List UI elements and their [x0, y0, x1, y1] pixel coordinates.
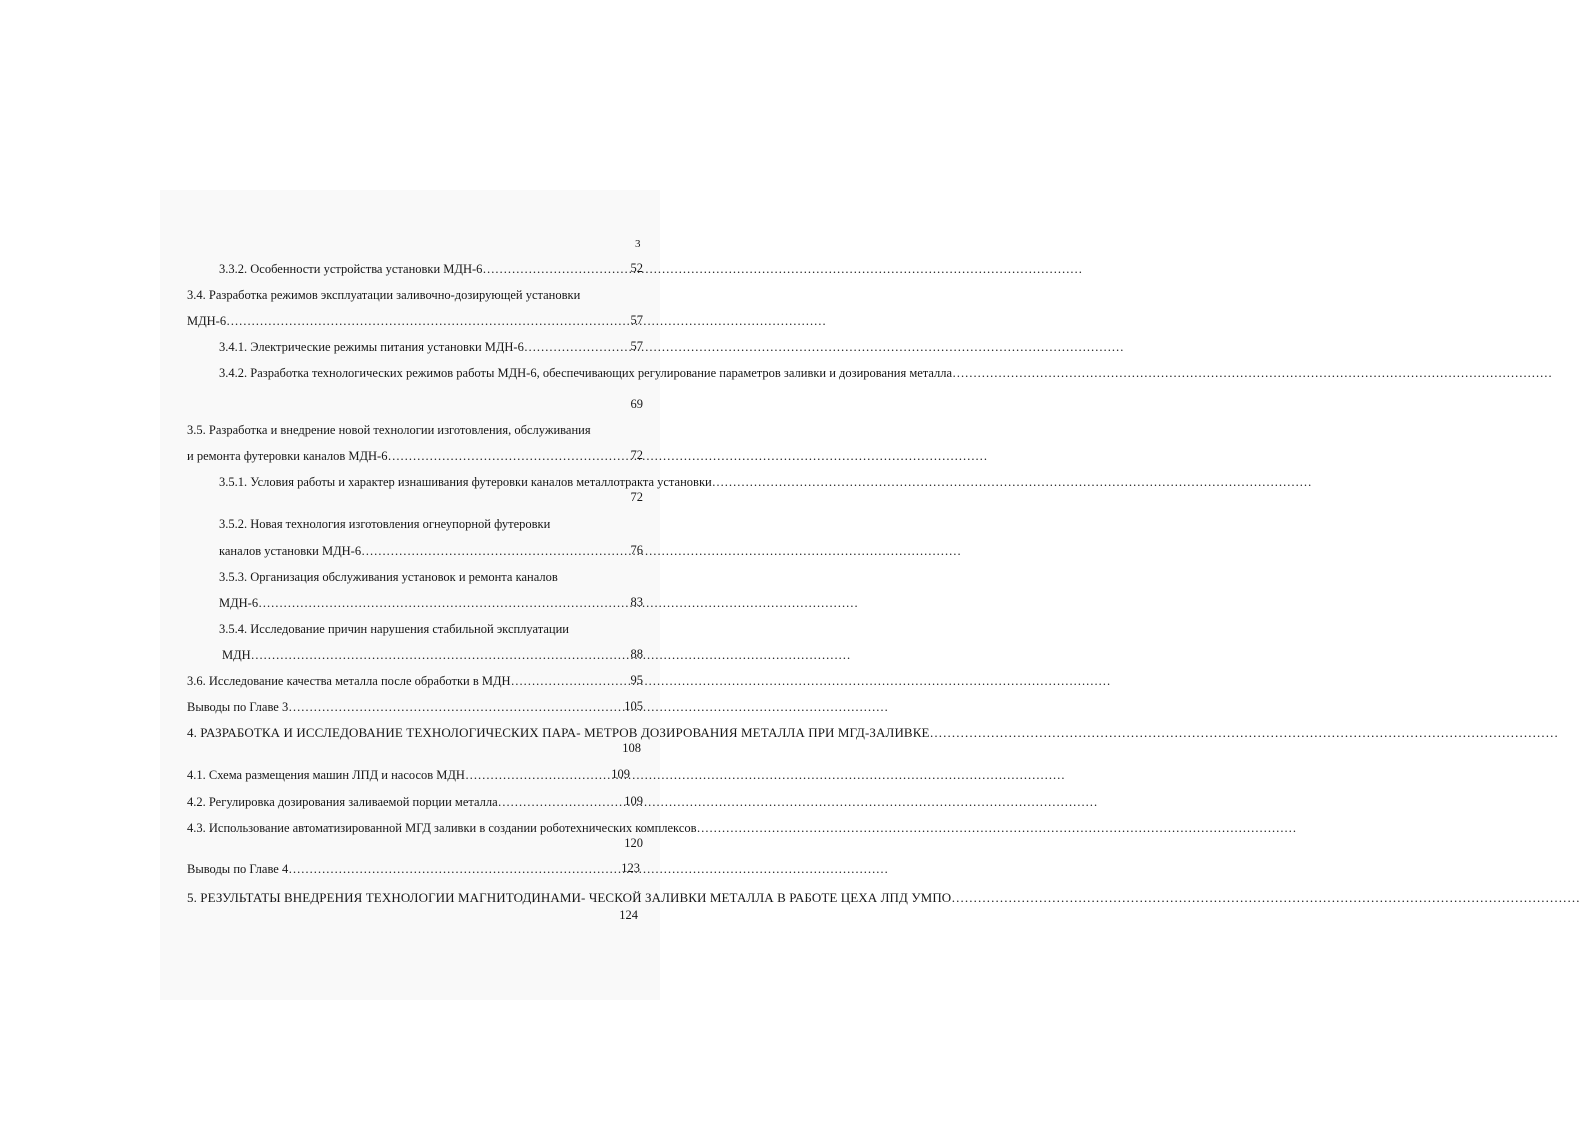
toc-entry-page: 72 — [630, 448, 643, 462]
toc-entry-page: 108 — [622, 741, 641, 755]
toc-entry-page: 95 — [630, 673, 643, 687]
toc-entry-3-5-2 — [219, 516, 550, 532]
toc-entry-text: Выводы по Главе 4 — [187, 862, 289, 876]
toc-entry-text: 3.5. Разработка и внедрение новой технологии изготовления, обслуживания — [187, 423, 591, 437]
toc-entry-text: 3.5.4. Исследование причин нарушения стабильной эксплуатации — [219, 622, 569, 636]
toc-entry-3-3-2 — [219, 261, 1082, 277]
toc-entry-text: МДН-6 — [187, 314, 227, 328]
toc-entry-3-4-2 — [219, 365, 1552, 381]
toc-entry-page: 120 — [624, 836, 643, 850]
toc-entry-text: 4.3. Использование автоматизированной МГД заливки в создании — [187, 821, 537, 835]
toc-entry-text: 3.6. Исследование качества металла после обработки в МДН — [187, 674, 511, 688]
toc-entry-text: МДН — [222, 648, 251, 662]
page-number: 3 — [635, 238, 641, 250]
toc-entry-conclusions-3 — [187, 699, 888, 715]
toc-entry-text: 3.5.2. Новая технология изготовления огнеупорной футеровки — [219, 517, 551, 531]
toc-entry-text: 3.4.1. Электрические режимы питания установки МДН-6 — [219, 340, 524, 354]
toc-entry-3-5-1 — [219, 474, 1312, 490]
toc-entry-page: 72 — [630, 490, 643, 504]
toc-entry-page: 109 — [624, 794, 643, 808]
toc-entry-text: металлотракта установки — [576, 475, 712, 489]
toc-entry-page: 76 — [630, 543, 643, 557]
toc-entry-text: 3.5.1. Условия работы и характер изнашивания футеровки каналов — [219, 475, 574, 489]
toc-entry-3-4-1 — [219, 339, 1124, 355]
toc-entry-text: 3.4.2. Разработка технологических режимов работы МДН-6, — [219, 366, 540, 380]
toc-entry-page: 52 — [630, 261, 643, 275]
toc-entry-3-5-3 — [219, 569, 558, 585]
toc-entry-page: 123 — [621, 861, 640, 875]
toc-entry-3-5-cont — [187, 448, 987, 464]
toc-entry-3-6 — [187, 673, 1111, 689]
toc-entry-page: 57 — [630, 339, 643, 353]
toc-entry-3-5-3-cont — [219, 595, 858, 611]
toc-entry-3-4-cont — [187, 313, 826, 329]
toc-entry-text: ЧЕСКОЙ ЗАЛИВКИ МЕТАЛЛА В РАБОТЕ ЦЕХА ЛПД УМПО — [588, 890, 952, 905]
toc-entry-3-5-4 — [219, 621, 569, 637]
toc-entry-text: 4.2. Регулировка дозирования заливаемой порции металла — [187, 795, 498, 809]
toc-entry-page: 69 — [630, 397, 643, 411]
toc-entry-text: обеспечивающих регулирование параметров заливки и дозирования — [542, 366, 907, 380]
toc-entry-text: МЕТРОВ ДОЗИРОВАНИЯ МЕТАЛЛА ПРИ МГД-ЗАЛИВКЕ — [584, 725, 930, 740]
toc-entry-text: каналов установки МДН-6 — [219, 544, 362, 558]
toc-entry-chapter-5 — [187, 890, 1580, 906]
toc-entry-text: металла — [909, 366, 953, 380]
toc-entry-page: 83 — [630, 595, 643, 609]
toc-entry-page: 57 — [630, 313, 643, 327]
toc-entry-text: 3.4. Разработка режимов эксплуатации заливочно-дозирующей установки — [187, 288, 581, 302]
toc-entry-conclusions-4 — [187, 861, 888, 877]
toc-entry-text: 4.1. Схема размещения машин ЛПД и насосов МДН — [187, 768, 465, 782]
toc-entry-text: 3.3.2. Особенности устройства установки МДН-6 — [219, 262, 483, 276]
toc-entry-text: МДН-6 — [219, 596, 259, 610]
toc-entry-4-3 — [187, 820, 1297, 836]
toc-entry-text: роботехнических комплексов — [539, 821, 697, 835]
toc-entry-page: 88 — [630, 647, 643, 661]
toc-entry-text: 3.5.3. Организация обслуживания установок и ремонта каналов — [219, 570, 558, 584]
toc-entry-page: 109 — [611, 767, 630, 781]
toc-entry-page: 105 — [624, 699, 643, 713]
toc-entry-text: 5. РЕЗУЛЬТАТЫ ВНЕДРЕНИЯ ТЕХНОЛОГИИ МАГНИТОДИНАМИ- — [187, 890, 586, 905]
toc-entry-3-5 — [187, 422, 591, 438]
toc-entry-text: Выводы по Главе 3 — [187, 700, 289, 714]
toc-entry-3-5-2-cont — [219, 543, 961, 559]
toc-entry-text: 4. РАЗРАБОТКА И ИССЛЕДОВАНИЕ ТЕХНОЛОГИЧЕСКИХ ПАРА- — [187, 725, 581, 740]
toc-entry-3-5-4-cont — [222, 647, 851, 663]
toc-entry-text: и ремонта футеровки каналов МДН-6 — [187, 449, 388, 463]
toc-entry-chapter-4 — [187, 725, 1558, 741]
toc-entry-page: 124 — [619, 908, 638, 922]
toc-entry-3-4 — [187, 287, 580, 303]
